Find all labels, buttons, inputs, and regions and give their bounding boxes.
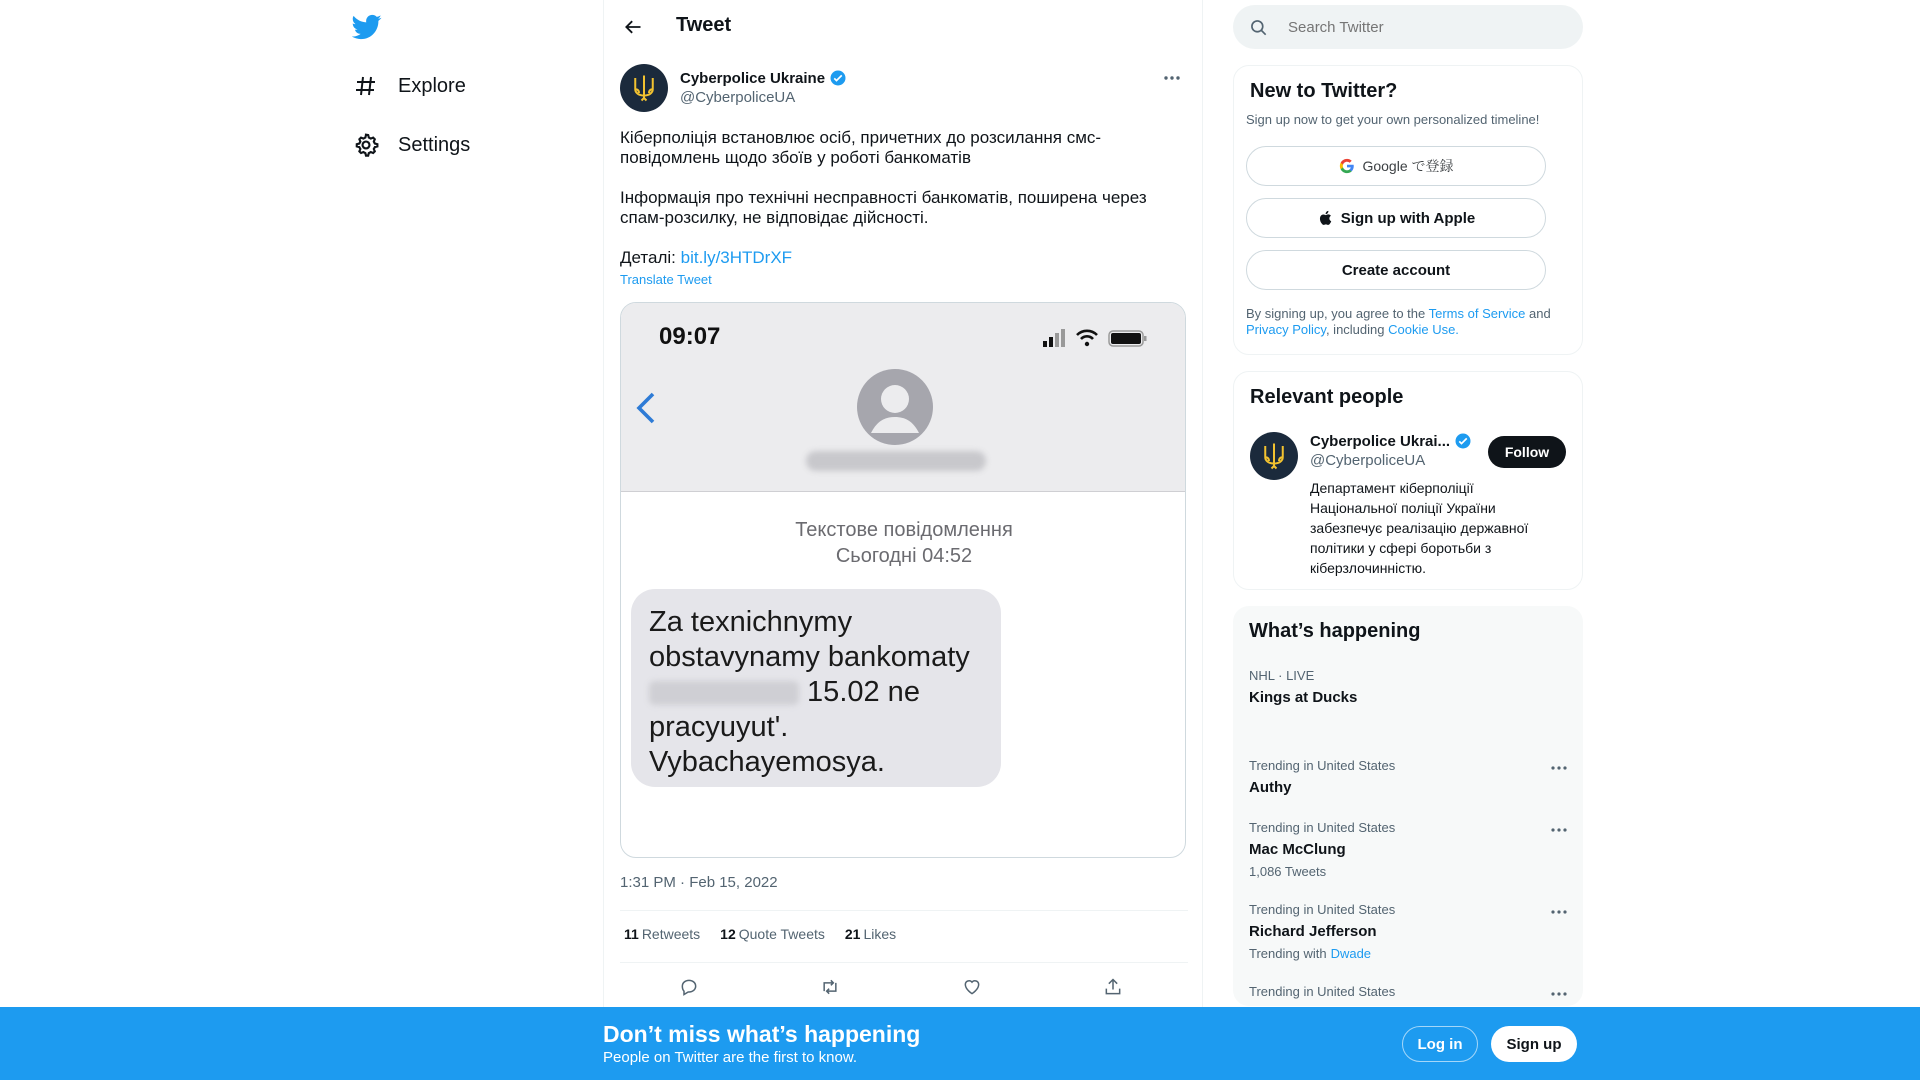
google-signup-label: Google で登録	[1362, 158, 1454, 174]
tweet-paragraph-2: Інформація про технічні несправності банкоматів, поширена через спам-розсилку, не відповідає дійсності.	[620, 188, 1147, 227]
verified-badge-icon	[829, 69, 847, 87]
back-arrow-icon[interactable]	[616, 10, 650, 44]
trend-item[interactable]	[1249, 668, 1569, 708]
phone-header	[621, 303, 1186, 491]
search-icon	[1249, 18, 1269, 38]
likes-count: 21	[844, 926, 861, 942]
retweets-count: 11	[624, 926, 639, 942]
more-options-icon[interactable]	[1549, 988, 1569, 1000]
details-label: Деталі:	[620, 248, 681, 267]
cookie-use-link[interactable]: Cookie Use.	[1388, 322, 1459, 337]
signup-banner	[0, 1007, 1920, 1080]
more-options-icon[interactable]	[1158, 68, 1186, 88]
new-to-twitter-title: New to Twitter?	[1250, 80, 1398, 102]
google-signup-button[interactable]	[1246, 146, 1546, 186]
sms-text	[649, 605, 999, 780]
more-options-icon[interactable]	[1549, 906, 1569, 918]
login-button[interactable]: Log in	[1402, 1026, 1478, 1062]
search-bar[interactable]	[1233, 5, 1583, 49]
legal-text	[1246, 306, 1566, 338]
tweet-text	[620, 128, 1180, 288]
relevant-people-card	[1233, 371, 1583, 590]
share-icon[interactable]	[1098, 972, 1128, 1002]
quotes-count: 12	[720, 926, 736, 942]
relevant-handle[interactable]: @CyberpoliceUA	[1310, 452, 1426, 469]
page-title: Tweet	[676, 14, 732, 36]
author-name[interactable]	[680, 69, 847, 87]
message-date-label: Сьогодні 04:52	[835, 545, 973, 567]
relevant-name[interactable]	[1310, 432, 1472, 450]
nav-settings[interactable]	[352, 123, 470, 167]
author-handle[interactable]: @CyberpoliceUA	[680, 89, 796, 106]
retweet-icon[interactable]	[815, 972, 845, 1002]
blurred-bank-name	[649, 681, 799, 705]
legal-part-2: and	[1525, 306, 1551, 321]
divider	[620, 962, 1188, 963]
follow-button[interactable]: Follow	[1488, 436, 1566, 468]
details-link[interactable]: bit.ly/3HTDrXF	[680, 248, 793, 267]
translate-tweet-link[interactable]: Translate Tweet	[620, 272, 712, 287]
nav-settings-label: Settings	[398, 133, 471, 156]
privacy-policy-link[interactable]: Privacy Policy	[1246, 322, 1326, 337]
relevant-name-text: Cyberpolice Ukrai...	[1310, 432, 1451, 450]
twitter-logo-icon[interactable]	[352, 12, 384, 44]
whats-happening-card	[1233, 606, 1583, 1006]
legal-part-1: By signing up, you agree to the	[1246, 306, 1429, 321]
relevant-avatar[interactable]	[1250, 432, 1298, 480]
likes-stat[interactable]	[845, 926, 896, 942]
quote-tweets-stat[interactable]	[720, 926, 825, 942]
sms-line-3-text: 15.02 ne	[799, 676, 920, 708]
author-name-text: Cyberpolice Ukraine	[680, 69, 826, 87]
phone-status-icons	[1041, 325, 1151, 351]
retweets-label: Retweets	[641, 926, 701, 942]
trident-icon	[1259, 441, 1289, 471]
relevant-people-title: Relevant people	[1250, 386, 1404, 408]
tweet-paragraph-1: Кіберполіція встановлює осіб, причетних до розсилання смс-повідомлень щодо збоїв у роботі банкоматів	[620, 128, 1102, 167]
terms-of-service-link[interactable]: Terms of Service	[1428, 306, 1526, 321]
signup-button[interactable]: Sign up	[1491, 1026, 1577, 1062]
trend-meta: Trending in United States	[1249, 820, 1396, 835]
author-avatar[interactable]	[620, 64, 668, 112]
trend-meta: Trending in United States	[1249, 984, 1396, 999]
contact-avatar-icon	[857, 369, 933, 445]
trend-sub	[1249, 946, 1569, 962]
tweet-timestamp[interactable]: 1:31 PM · Feb 15, 2022	[620, 874, 778, 891]
main-header	[604, 0, 1204, 53]
trend-topic: Mac McClung	[1249, 841, 1346, 858]
trend-tweet-count: 1,086 Tweets	[1249, 864, 1327, 879]
trend-topic: Richard Jefferson	[1249, 923, 1377, 940]
phone-divider	[621, 491, 1186, 492]
more-options-icon[interactable]	[1549, 762, 1569, 774]
quotes-label: Quote Tweets	[738, 926, 825, 942]
sms-line-3	[649, 675, 999, 710]
trending-with-link[interactable]: Dwade	[1330, 946, 1372, 961]
banner-title: Don’t miss what’s happening	[603, 1021, 921, 1047]
tweet-actions	[620, 972, 1188, 1002]
main-column	[603, 0, 1203, 1080]
trend-topic: Kings at Ducks	[1249, 689, 1358, 706]
apple-logo-icon	[1317, 209, 1335, 227]
apple-signup-label: Sign up with Apple	[1340, 209, 1476, 227]
relevant-bio: Департамент кіберполіції Національної поліції України забезпечує реалізацію державної політики у сфері боротьби з кіберзлочинністю.	[1310, 480, 1529, 576]
tweet-stats	[624, 926, 896, 942]
trending-with-label: Trending with	[1249, 946, 1327, 961]
message-header	[621, 517, 1186, 569]
apple-signup-button[interactable]	[1246, 198, 1546, 238]
nav-explore[interactable]	[352, 64, 466, 108]
banner-subtitle: People on Twitter are the first to know.	[603, 1049, 858, 1066]
reply-icon[interactable]	[674, 972, 704, 1002]
tweet-details	[620, 248, 1180, 268]
trend-meta: NHL · LIVE	[1249, 668, 1315, 683]
retweets-stat[interactable]	[624, 926, 700, 942]
sms-line-5: Vybachayemosya.	[649, 746, 885, 778]
divider	[620, 910, 1188, 911]
tweet-media-image[interactable]	[620, 302, 1186, 858]
trend-item[interactable]	[1249, 758, 1569, 798]
signup-note: Sign up now to get your own personalized timeline!	[1246, 112, 1540, 127]
hashtag-icon	[352, 72, 380, 100]
legal-part-3: , including	[1325, 322, 1389, 337]
trend-topic: Authy	[1249, 779, 1292, 796]
trend-meta: Trending in United States	[1249, 758, 1396, 773]
whats-happening-title: What’s happening	[1249, 620, 1421, 642]
google-g-icon	[1338, 157, 1356, 175]
trend-item[interactable]	[1249, 984, 1569, 1000]
likes-label: Likes	[863, 926, 897, 942]
sms-line-2: obstavynamy bankomaty	[649, 641, 970, 673]
verified-badge-icon	[1454, 432, 1472, 450]
create-account-button[interactable]: Create account	[1246, 250, 1546, 290]
sms-line-1: Za texnichnymy	[649, 606, 853, 638]
gear-icon	[352, 131, 380, 159]
more-options-icon[interactable]	[1549, 824, 1569, 836]
phone-time: 09:07	[659, 323, 721, 350]
trend-item[interactable]	[1249, 820, 1569, 880]
search-input[interactable]	[1288, 5, 1568, 49]
message-type-label: Текстове повідомлення	[795, 519, 1013, 541]
tweet-author	[620, 64, 1190, 114]
trend-meta: Trending in United States	[1249, 902, 1396, 917]
phone-back-chevron-icon	[631, 388, 661, 428]
trend-item[interactable]	[1249, 902, 1569, 962]
sms-line-4: pracyuyut'.	[649, 711, 789, 743]
like-heart-icon[interactable]	[957, 972, 987, 1002]
nav-explore-label: Explore	[398, 74, 466, 97]
blurred-phone-number	[806, 451, 986, 471]
trident-icon	[629, 73, 659, 103]
new-to-twitter-card	[1233, 65, 1583, 355]
